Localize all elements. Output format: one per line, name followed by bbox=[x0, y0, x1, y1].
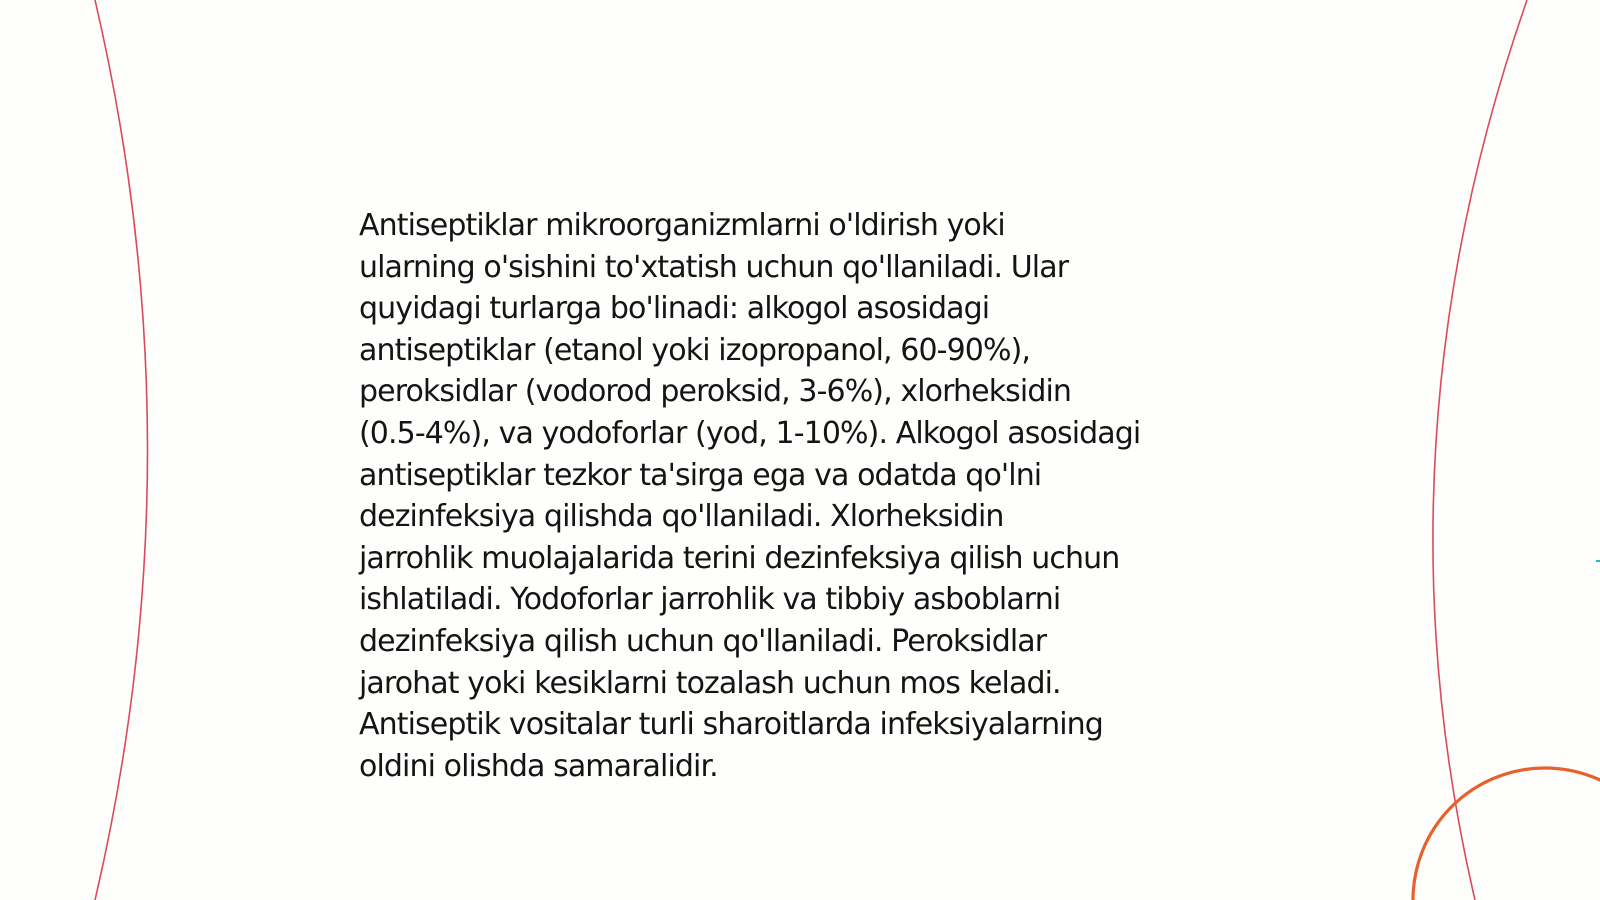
paragraph-line-9: jarrohlik muolajalarida terini dezinfeksiya qilish uchun bbox=[359, 540, 1120, 576]
paragraph-line-6: (0.5-4%), va yodoforlar (yod, 1-10%). Alkogol asosidagi bbox=[359, 415, 1141, 451]
paragraph-line-8: dezinfeksiya qilishda qo'llaniladi. Xlorheksidin bbox=[359, 499, 1004, 535]
body-paragraph bbox=[359, 205, 1259, 787]
paragraph-line-14: oldini olishda samaralidir. bbox=[359, 748, 718, 784]
paragraph-line-13: Antiseptik vositalar turli sharoitlarda infeksiyalarning bbox=[359, 707, 1103, 743]
paragraph-line-1: Antiseptiklar mikroorganizmlarni o'ldirish yoki bbox=[359, 208, 1005, 243]
orange-ring-decoration bbox=[1413, 768, 1600, 900]
paragraph-line-10: ishlatiladi. Yodoforlar jarrohlik va tibbiy asboblarni bbox=[359, 582, 1061, 618]
paragraph-line-12: jarohat yoki kesiklarni tozalash uchun mos keladi. bbox=[359, 665, 1061, 701]
left-curve-line bbox=[95, 0, 148, 900]
paragraph-line-3: quyidagi turlarga bo'linadi: alkogol asosidagi bbox=[359, 291, 990, 327]
paragraph-line-4: antiseptiklar (etanol yoki izopropanol, 60-90%), bbox=[359, 332, 1031, 368]
paragraph-line-7: antiseptiklar tezkor ta'sirga ega va odatda qo'lni bbox=[359, 457, 1042, 493]
right-curve-line bbox=[1433, 0, 1527, 900]
paragraph-line-2: ularning o'sishini to'xtatish uchun qo'llaniladi. Ular bbox=[359, 249, 1069, 285]
paragraph-line-11: dezinfeksiya qilish uchun qo'llaniladi. Peroksidlar bbox=[359, 623, 1047, 659]
paragraph-line-5: peroksidlar (vodorod peroksid, 3-6%), xlorheksidin bbox=[359, 374, 1072, 410]
